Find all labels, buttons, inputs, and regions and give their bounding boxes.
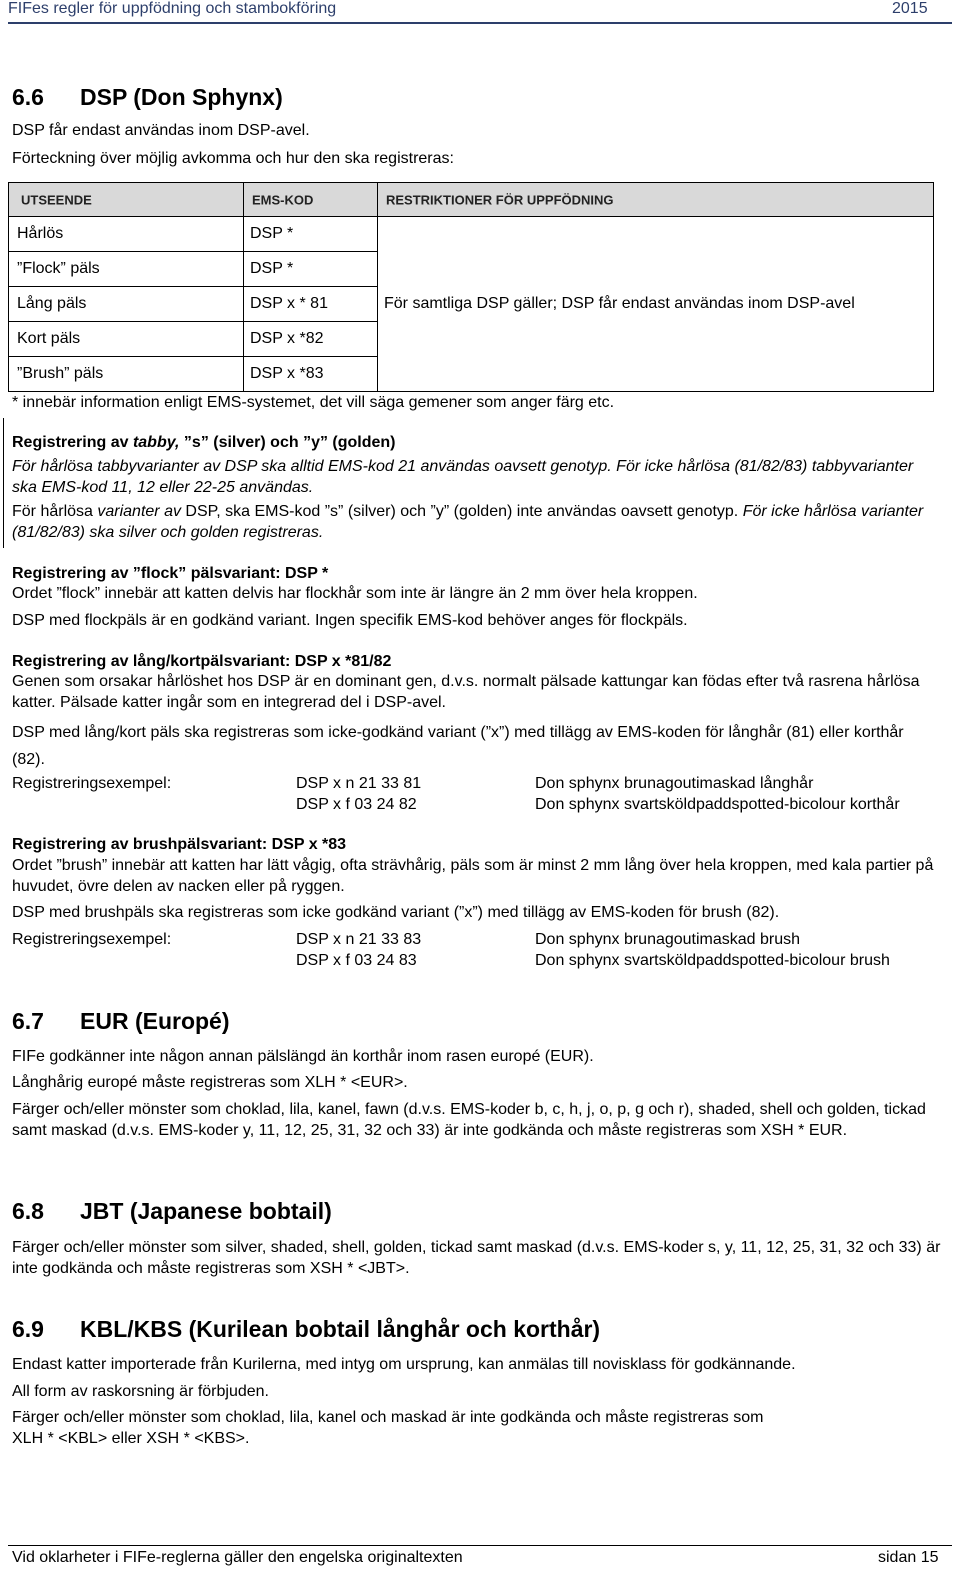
example-description: Don sphynx svartsköldpaddspotted-bicolour korthår <box>535 796 900 813</box>
flock-paragraph-1: Ordet ”flock” innebär att katten delvis har flockhår som inte är längre än 2 mm över hela kroppen. <box>12 585 698 602</box>
section-heading-6-6 <box>12 84 283 111</box>
section-number: 6.7 <box>12 1008 44 1034</box>
running-header-title: FIFes regler för uppfödning och stambokföring <box>8 0 337 17</box>
example-description: Don sphynx svartsköldpaddspotted-bicolour brush <box>535 952 890 969</box>
table-header-cell: EMS-KOD <box>243 182 378 217</box>
tabby-paragraph-1: För hårlösa tabbyvarianter av DSP ska alltid EMS-kod 21 användas oavsett genotyp. För icke hårlösa (81/82/83) tabbyvarianter ska EMS-kod 11, 12 eller 22-25 användas. <box>12 458 914 496</box>
table-cell-look: ”Brush” päls <box>8 356 244 392</box>
example-description: Don sphynx brunagoutimaskad långhår <box>535 775 814 792</box>
table-header-cell: UTSEENDE <box>8 182 244 217</box>
footer-note: Vid oklarheter i FIFe-reglerna gäller den engelska originaltexten <box>12 1549 463 1566</box>
section-heading-6-7 <box>12 1008 230 1035</box>
brush-heading: Registrering av brushpälsvariant: DSP x *83 <box>12 836 347 853</box>
flock-paragraph-2: DSP med flockpäls är en godkänd variant. Ingen specifik EMS-kod behöver anges för flockpäls. <box>12 612 688 629</box>
eur-paragraph-2: Långhårig europé måste registreras som XLH * <EUR>. <box>12 1074 408 1091</box>
page-number: sidan 15 <box>878 1549 939 1566</box>
section-title: KBL/KBS (Kurilean bobtail långhår och korthår) <box>80 1316 601 1342</box>
table-header-cell: RESTRIKTIONER FÖR UPPFÖDNING <box>377 182 934 217</box>
kbl-paragraph-2: All form av raskorsning är förbjuden. <box>12 1383 269 1400</box>
section-heading-6-9 <box>12 1316 600 1343</box>
longshort-heading: Registrering av lång/kortpälsvariant: DSP x *81/82 <box>12 653 392 670</box>
table-cell-ems: DSP * <box>243 216 378 252</box>
tabby-paragraph-2: För hårlösa varianter av DSP, ska EMS-kod ”s” (silver) och ”y” (golden) inte användas oavsett genotyp. För icke hårlösa varianter (81/82/83) ska silver och golden registreras. <box>12 503 924 541</box>
table-cell-look: Hårlös <box>8 216 244 252</box>
kbl-paragraph-3a: Färger och/eller mönster som choklad, lila, kanel och maskad är inte godkända och måste registreras som <box>12 1409 764 1426</box>
eur-paragraph-3: Färger och/eller mönster som choklad, lila, kanel, fawn (d.v.s. EMS-koder b, c, h, j, o, p, g och r), shaded, shell och golden, tickad samt maskad (d.v.s. EMS-koder y, 11, 12, 25, 31, 32 och 33) är inte godkända och måste registreras som XSH * EUR. <box>12 1101 926 1139</box>
table-cell-look: Lång päls <box>8 286 244 322</box>
longshort-paragraph-1: Genen som orsakar hårlöshet hos DSP är en dominant gen, d.v.s. normalt pälsade kattungar kan födas efter två rasrena hårlösa katter. Pälsade katter ingår som en integrerad del i DSP-avel. <box>12 673 920 711</box>
table-footnote: * innebär information enligt EMS-systemet, det vill säga gemener som anger färg etc. <box>12 394 615 411</box>
example-code: DSP x f 03 24 82 <box>296 796 417 813</box>
table-cell-ems: DSP x *83 <box>243 356 378 392</box>
example-code: DSP x n 21 33 81 <box>296 775 422 792</box>
table-cell-ems: DSP x *82 <box>243 321 378 357</box>
brush-paragraph-1: Ordet ”brush” innebär att katten har lätt vågig, ofta strävhårig, päls som är minst 2 mm lång över hela kroppen, med kala partier på huvudet, övre delen av nacken eller på ryggen. <box>12 857 934 895</box>
table-cell-ems: DSP x * 81 <box>243 286 378 322</box>
change-bar <box>3 418 4 548</box>
example-label: Registreringsexempel: <box>12 931 172 948</box>
table-cell-look: ”Flock” päls <box>8 251 244 287</box>
section-number: 6.9 <box>12 1316 44 1342</box>
longshort-paragraph-2: DSP med lång/kort päls ska registreras som icke-godkänd variant (”x”) med tillägg av EMS-koden för långhår (81) eller korthår (82). <box>12 724 904 768</box>
kbl-paragraph-3b: XLH * <KBL> eller XSH * <KBS>. <box>12 1430 250 1447</box>
intro-line-1: DSP får endast användas inom DSP-avel. <box>12 122 310 139</box>
section-title: DSP (Don Sphynx) <box>80 84 283 110</box>
header-rule <box>8 22 952 24</box>
tabby-heading: Registrering av tabby, ”s” (silver) och ”y” (golden) <box>12 434 396 451</box>
flock-heading: Registrering av ”flock” pälsvariant: DSP * <box>12 565 329 582</box>
example-code: DSP x f 03 24 83 <box>296 952 417 969</box>
table-cell-look: Kort päls <box>8 321 244 357</box>
brush-paragraph-2: DSP med brushpäls ska registreras som icke godkänd variant (”x”) med tillägg av EMS-koden för brush (82). <box>12 904 780 921</box>
eur-paragraph-1: FIFe godkänner inte någon annan pälslängd än korthår inom rasen europé (EUR). <box>12 1048 594 1065</box>
offspring-table <box>8 182 934 392</box>
section-number: 6.8 <box>12 1198 44 1224</box>
section-number: 6.6 <box>12 84 44 110</box>
section-title: JBT (Japanese bobtail) <box>80 1198 332 1224</box>
intro-line-2: Förteckning över möjlig avkomma och hur den ska registreras: <box>12 150 454 167</box>
running-header-year: 2015 <box>892 0 928 17</box>
table-cell-ems: DSP * <box>243 251 378 287</box>
section-title: EUR (Europé) <box>80 1008 230 1034</box>
section-heading-6-8 <box>12 1198 332 1225</box>
jbt-paragraph-1: Färger och/eller mönster som silver, shaded, shell, golden, tickad samt maskad (d.v.s. EMS-koder s, y, 11, 12, 25, 31, 32 och 33) är inte godkända och måste registreras som XSH * <JBT>. <box>12 1239 941 1277</box>
example-code: DSP x n 21 33 83 <box>296 931 422 948</box>
example-description: Don sphynx brunagoutimaskad brush <box>535 931 801 948</box>
footer-rule <box>8 1545 952 1546</box>
kbl-paragraph-1: Endast katter importerade från Kurilerna, med intyg om ursprung, kan anmälas till novisklass för godkännande. <box>12 1356 796 1373</box>
table-cell-restriction: För samtliga DSP gäller; DSP får endast användas inom DSP-avel <box>377 216 934 392</box>
example-label: Registreringsexempel: <box>12 775 172 792</box>
